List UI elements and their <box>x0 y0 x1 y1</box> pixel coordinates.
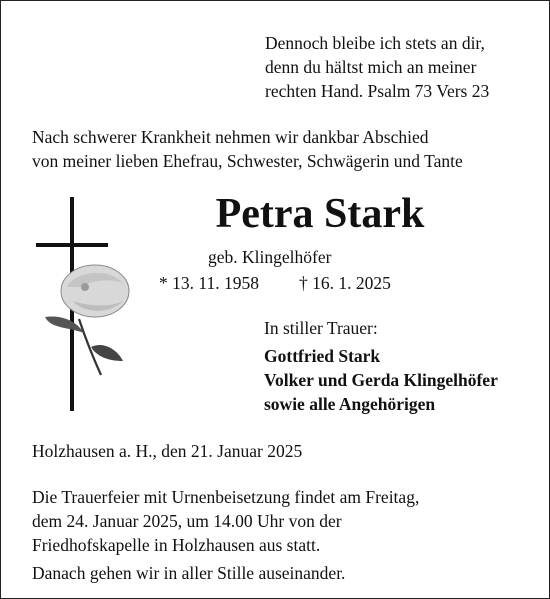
verse-line-2: denn du hältst mich an meiner <box>265 57 477 77</box>
ceremony-line-1: Die Trauerfeier mit Urnenbeisetzung findet am Freitag, <box>32 487 420 507</box>
mourners-heading: In stiller Trauer: <box>264 318 378 338</box>
birth-date: * 13. 11. 1958 <box>159 273 259 293</box>
cross-icon-beam <box>36 243 108 247</box>
ceremony-line-3: Friedhofskapelle in Holzhausen aus statt. <box>32 535 321 555</box>
deceased-name: Petra Stark <box>215 191 425 237</box>
flower-icon <box>39 257 139 377</box>
death-date: † 16. 1. 2025 <box>299 273 391 293</box>
ceremony-line-2: dem 24. Januar 2025, um 14.00 Uhr von der <box>32 511 342 531</box>
intro-line-2: von meiner lieben Ehefrau, Schwester, Schwägerin und Tante <box>32 151 463 171</box>
intro-line-1: Nach schwerer Krankheit nehmen wir dankbar Abschied <box>32 127 429 147</box>
verse-line-3: rechten Hand. Psalm 73 Vers 23 <box>265 81 490 101</box>
mourner-3: sowie alle Angehörigen <box>264 394 436 414</box>
verse-line-1: Dennoch bleibe ich stets an dir, <box>265 33 485 53</box>
ceremony-line-4: Danach gehen wir in aller Stille auseinander. <box>32 563 346 583</box>
place-date: Holzhausen a. H., den 21. Januar 2025 <box>32 441 303 461</box>
mourner-1: Gottfried Stark <box>264 346 381 366</box>
maiden-name: geb. Klingelhöfer <box>208 247 332 267</box>
mourner-2: Volker und Gerda Klingelhöfer <box>264 370 498 390</box>
